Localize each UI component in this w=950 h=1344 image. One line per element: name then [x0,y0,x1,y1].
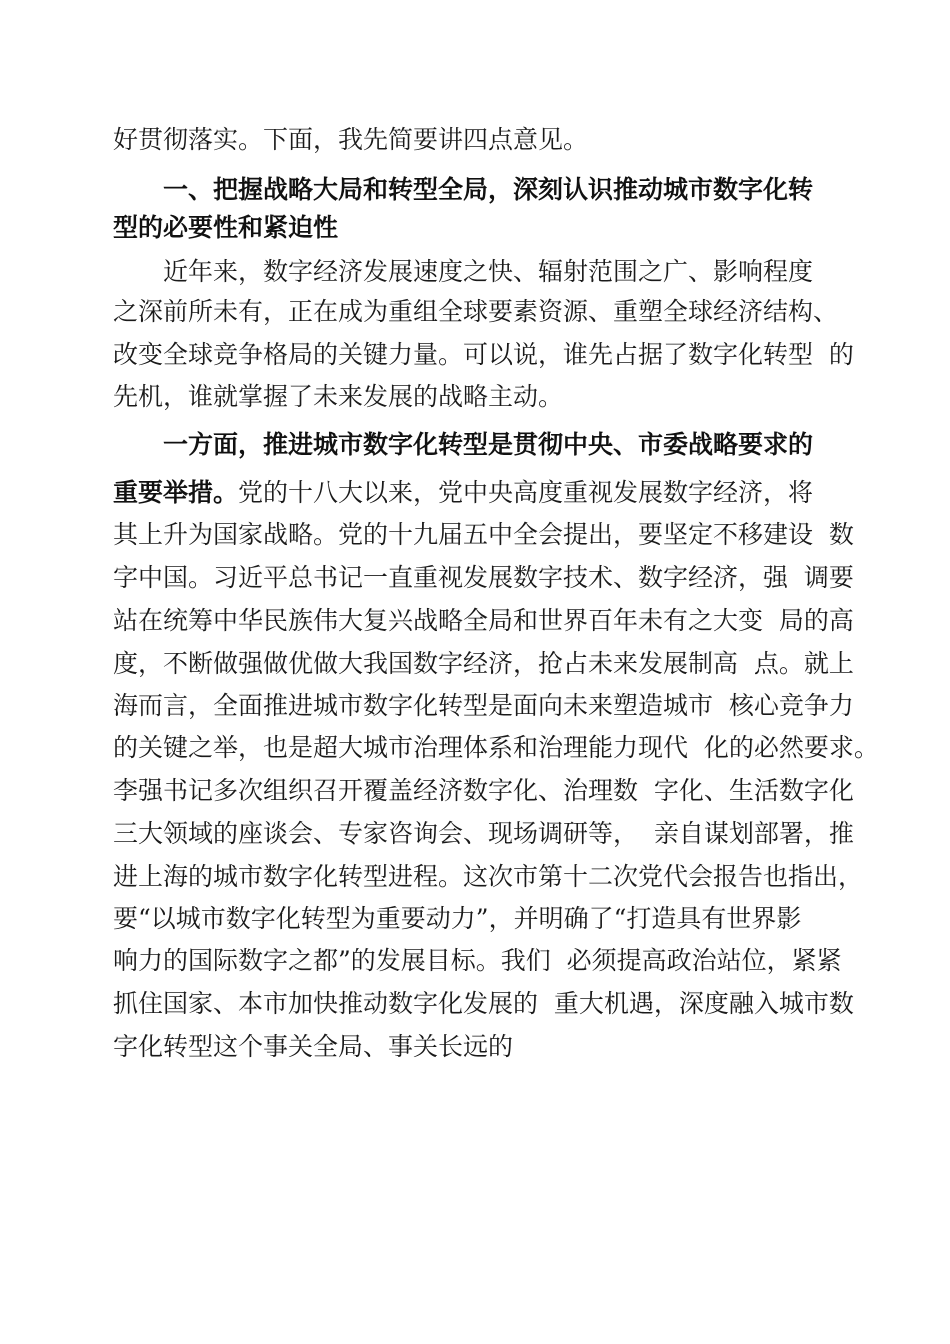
paragraph-1-line-4: 先机，谁就掌握了未来发展的战略主动。 [113,382,564,411]
paragraph-2-line-2: 其上升为国家战略。党的十九届五中全会提出，要坚定不移建设 数 [113,520,854,549]
paragraph-2-lead-line: 一方面，推进城市数字化转型是贯彻中央、市委战略要求的 [163,430,814,459]
paragraph-2-line-6: 海而言，全面推进城市数字化转型是面向未来塑造城市 核心竞争力 [113,691,854,720]
paragraph-2-line-4: 站在统筹中华民族伟大复兴战略全局和世界百年未有之大变 局的高 [113,606,854,635]
paragraph-2-line-8: 李强书记多次组织召开覆盖经济数字化、治理数 字化、生活数字化 [113,776,854,805]
paragraph-2-line-12: 响力的国际数字之都”的发展目标。我们 必须提高政治站位，紧紧 [113,946,842,975]
paragraph-2-line-14: 字化转型这个事关全局、事关长远的 [113,1032,514,1061]
intro-line: 好贯彻落实。下面，我先简要讲四点意见。 [113,125,589,154]
paragraph-2-line-13: 抓住国家、本市加快推动数字化发展的 重大机遇，深度融入城市数 [113,989,854,1018]
paragraph-2-line-7: 的关键之举，也是超大城市治理体系和治理能力现代 化的必然要求。 [113,733,879,762]
paragraph-2-line-11: 要“以城市数字化转型为重要动力”，并明确了“打造具有世界影 [113,904,802,933]
paragraph-2-line-1 [113,477,813,509]
section-heading-line-1: 一、把握战略大局和转型全局，深刻认识推动城市数字化转 [163,175,814,204]
paragraph-2-line-10: 进上海的城市数字化转型进程。这次市第十二次党代会报告也指出， [113,862,864,891]
paragraph-2-line-3: 字中国。习近平总书记一直重视发展数字技术、数字经济，强 调要 [113,563,854,592]
section-heading-line-2: 型的必要性和紧迫性 [113,213,339,242]
paragraph-2-line-1-text: 党的十八大以来，党中央高度重视发展数字经济，将 [238,478,814,507]
paragraph-2-line-9: 三大领域的座谈会、专家咨询会、现场调研等， 亲自谋划部署，推 [113,819,854,848]
paragraph-1-line-3: 改变全球竞争格局的关键力量。可以说，谁先占据了数字化转型 的 [113,340,854,369]
paragraph-1-line-1: 近年来，数字经济发展速度之快、辐射范围之广、影响程度 [163,257,814,286]
paragraph-2-line-5: 度，不断做强做优做大我国数字经济，抢占未来发展制高 点。就上 [113,649,854,678]
paragraph-2-lead-bold-tail: 重要举措。 [113,478,239,507]
paragraph-1-line-2: 之深前所未有，正在成为重组全球要素资源、重塑全球经济结构、 [113,297,839,326]
